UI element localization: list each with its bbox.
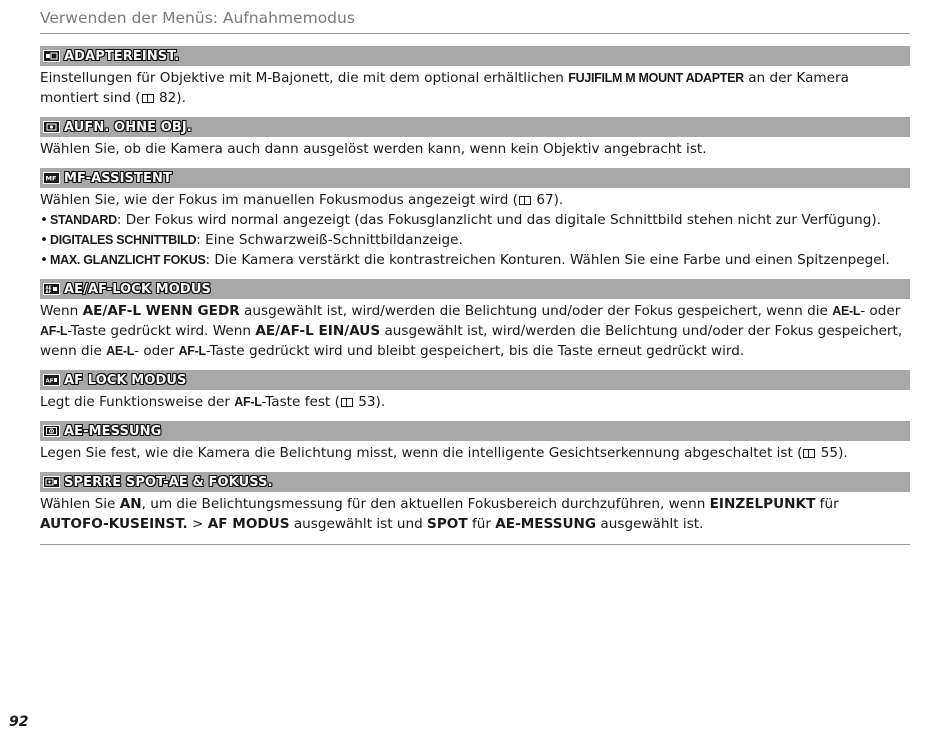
section-title: AE/AF-LOCK MODUS xyxy=(64,281,211,297)
svg-text:MF: MF xyxy=(45,174,57,182)
af-lock-icon xyxy=(43,374,60,386)
svg-text:AF: AF xyxy=(45,378,54,384)
content xyxy=(40,46,910,545)
list-item: • DIGITALES SCHNITTBILD: Eine Schwarzweiß-Schnittbildanzeige. xyxy=(40,232,463,248)
section-sperre-spot-ae-fokuss xyxy=(40,472,910,534)
section-ae-af-lock-modus xyxy=(40,279,910,361)
page-reference: 53 xyxy=(358,394,376,410)
section-title: AUFN. OHNE OBJ. xyxy=(64,119,192,135)
spot-ae-focus-lock-icon xyxy=(43,476,60,488)
section-description: Legt die Funktionsweise der AF-L-Taste fest ( 53). xyxy=(40,394,386,410)
page-reference: 55 xyxy=(820,445,839,461)
section-title: MF-ASSISTENT xyxy=(64,170,172,186)
section-heading-bar xyxy=(40,46,910,66)
section-title: AE-MESSUNG xyxy=(64,423,162,439)
section-ae-messung xyxy=(40,421,910,463)
section-description: Wählen Sie AN, um die Belichtungsmessung für den aktuellen Fokusbereich durchzuführen, wenn EINZELPUNKT für AUTOFO-KUSEINST. > AF MODUS ausgewählt ist und SPOT für AE-MESSUNG ausgewählt ist. xyxy=(40,496,839,532)
section-heading-bar xyxy=(40,279,910,299)
option-list xyxy=(40,210,910,270)
page-reference: 82 xyxy=(158,90,177,106)
ae-af-lock-icon xyxy=(43,283,60,295)
svg-text:AF: AF xyxy=(45,289,52,293)
section-description: Wählen Sie, ob die Kamera auch dann ausgelöst werden kann, wenn kein Objektiv angebracht ist. xyxy=(40,141,707,157)
section-mf-assistent xyxy=(40,168,910,270)
section-description: Wählen Sie, wie der Fokus im manuellen Fokusmodus angezeigt wird ( 67). xyxy=(40,192,564,208)
section-heading-bar xyxy=(40,421,910,441)
section-end-rule xyxy=(40,544,910,545)
manual-book-icon xyxy=(519,196,531,205)
section-heading-bar xyxy=(40,472,910,492)
section-heading-bar xyxy=(40,168,910,188)
section-title: AF LOCK MODUS xyxy=(64,372,187,388)
section-aufn-ohne-obj xyxy=(40,117,910,159)
metering-icon xyxy=(43,425,60,437)
lens-adapter-icon xyxy=(43,50,60,62)
page-number: 92 xyxy=(9,714,29,730)
manual-book-icon xyxy=(341,398,353,407)
list-item: • MAX. GLANZLICHT FOKUS: Die Kamera verstärkt die kontrastreichen Konturen. Wählen Sie eine Farbe und einen Spitzenpegel. xyxy=(40,252,890,268)
page-reference: 67 xyxy=(536,192,554,208)
shoot-without-lens-icon xyxy=(43,121,60,133)
section-title: SPERRE SPOT-AE & FOKUSS. xyxy=(64,474,273,490)
manual-book-icon xyxy=(803,449,815,458)
page-header-title: Verwenden der Menüs: Aufnahmemodus xyxy=(40,9,355,27)
list-item: • STANDARD: Der Fokus wird normal angezeigt (das Fokusglanzlicht und das digitale Schnittbild stehen nicht zur Verfügung). xyxy=(40,212,882,228)
section-description: Legen Sie fest, wie die Kamera die Belichtung misst, wenn die intelligente Gesichtserkennung abgeschaltet ist ( 55). xyxy=(40,445,848,461)
section-description: Wenn AE/AF-L WENN GEDR ausgewählt ist, wird/werden die Belichtung und/oder der Fokus gespeichert, wenn die AE-L- oder AF-L-Taste gedrückt wird. Wenn AE/AF-L EIN/AUS ausgewählt ist, wird/werden die Belichtung und/oder der Fokus gespeichert, wenn die AE-L- oder AF-L-Taste gedrückt wird und bleibt gespeichert, bis die Taste erneut gedrückt wird. xyxy=(40,303,903,359)
svg-text:AE: AE xyxy=(45,285,52,290)
section-description: Einstellungen für Objektive mit M-Bajonett, die mit dem optional erhältlichen FUJIFILM M MOUNT ADAPTER an der Kamera montiert sind ( 82). xyxy=(40,70,849,106)
section-title: ADAPTEREINST. xyxy=(64,48,180,64)
section-heading-bar xyxy=(40,117,910,137)
page-header xyxy=(40,8,910,34)
section-heading-bar xyxy=(40,370,910,390)
manual-book-icon xyxy=(142,94,154,103)
mf-assist-icon xyxy=(43,172,60,184)
section-adaptereinst xyxy=(40,46,910,108)
section-af-lock-modus xyxy=(40,370,910,412)
